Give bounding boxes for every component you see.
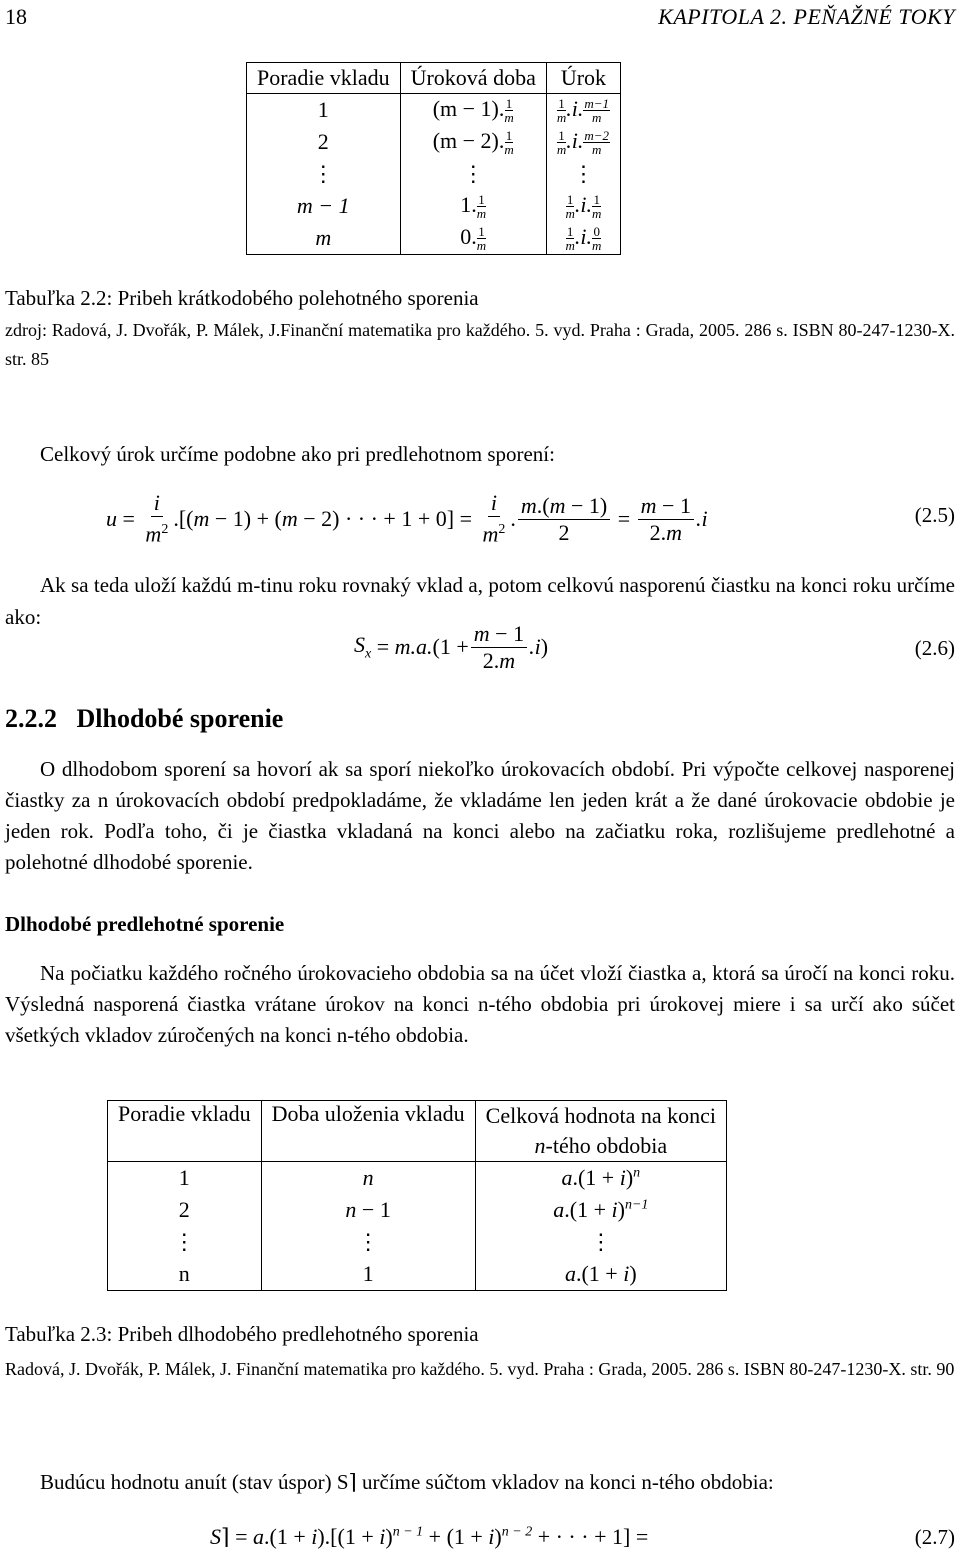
- paragraph: Na počiatku každého ročného úrokovacieho obdobia sa na účet vloží čiastka a, ktorá sa úročí na konci roku. Výsledná nasporená čiastka vrátane úrokov na konci n-tého obdobia pri úrokovej miere i sa určí ako súčet všetkých vkladov zúročených na konci n-tého obdobia.: [5, 961, 955, 1047]
- table-cell: ⋮: [475, 1226, 726, 1258]
- table-header-cell: Doba uloženia vkladu: [261, 1101, 475, 1162]
- table-cell: ⋮: [261, 1226, 475, 1258]
- table-cell: $\frac{1}{m}$ .i. $\frac{1}{m}$: [546, 190, 620, 222]
- table-header-cell: Poradie vkladu: [247, 63, 401, 94]
- paragraph: Budúcu hodnotu anuít (stav úspor) S⌉ určíme súčtom vkladov na konci n-tého obdobia:: [40, 1470, 774, 1494]
- table-row: [108, 1258, 727, 1291]
- table-cell: m − 1: [247, 190, 401, 222]
- table-short-term-savings: [246, 62, 621, 255]
- table-source: zdroj: Radová, J. Dvořák, P. Málek, J.Finanční matematika pro každého. 5. vyd. Praha : Grada, 2005. 286 s. ISBN 80-247-1230-X. str. 85: [5, 320, 955, 369]
- table-cell: (m − 1). $\frac{1}{m}$: [400, 94, 546, 127]
- table-row: [108, 1162, 727, 1195]
- equation-2-7: S⌉ = $a.(1 + i).[(1 + i)^{n - 1} + (1 + i)^{n - 2}$ + · · · + 1] =: [210, 1524, 649, 1549]
- table-cell: 1: [261, 1258, 475, 1291]
- table-row: [247, 222, 621, 255]
- equation-2-5: u = $\frac{i}{m^2}$ .[(m − 1) + (m − 2) · · · + 1 + 0] = $\frac{i}{m^2}$ . $\frac{m.(m - 1)}{2}$ = $\frac{m - 1}{2.m}$ .i: [106, 490, 708, 547]
- table-cell: m: [247, 222, 401, 255]
- table-header-cell: Poradie vkladu: [108, 1101, 262, 1162]
- table-cell: $a.(1 + i)^{n-1}$: [475, 1194, 726, 1226]
- equation-number: (2.5): [914, 503, 955, 527]
- table-row: [247, 158, 621, 190]
- table-header-row: [247, 63, 621, 94]
- table-header-row: [108, 1101, 727, 1162]
- table-caption: Tabuľka 2.2: Pribeh krátkodobého polehotného sporenia: [5, 286, 479, 310]
- table-cell: 1: [108, 1162, 262, 1195]
- paragraph: Ak sa teda uloží každú m-tinu roku rovnaký vklad a, potom celkovú nasporenú čiastku na konci roku určíme ako:: [5, 573, 955, 629]
- equation-number: (2.6): [914, 636, 955, 660]
- section-heading: 2.2.2 Dlhodobé sporenie: [5, 704, 284, 733]
- table-cell: ⋮: [108, 1226, 262, 1258]
- table-caption: Tabuľka 2.3: Pribeh dlhodobého predlehotného sporenia: [5, 1322, 479, 1346]
- table-row: [247, 126, 621, 158]
- table-cell: 2: [247, 126, 401, 158]
- table-cell: $\frac{1}{m}$ .i. $\frac{m-2}{m}$: [546, 126, 620, 158]
- table-cell: n − 1: [261, 1194, 475, 1226]
- table-cell: (m − 2). $\frac{1}{m}$: [400, 126, 546, 158]
- paragraph: Celkový úrok určíme podobne ako pri predlehotnom sporení:: [40, 442, 555, 466]
- table-cell: 1: [247, 94, 401, 127]
- table-cell: n: [108, 1258, 262, 1291]
- table-header-cell: Celková hodnota na konci n-tého obdobia: [475, 1101, 726, 1162]
- paragraph: O dlhodobom sporení sa hovorí ak sa sporí niekoľko úrokovacích období. Pri výpočte celkovej nasporenej čiastky za n úrokovacích období predpokladáme, že vkladáme len jeden krát a že dané úrokovacie obdobie je jeden rok. Podľa toho, či je čiastka vkladaná na konci alebo na začiatku roka, rozlišujeme predlehotné a polehotné dlhodobé sporenie.: [5, 757, 955, 874]
- running-header: KAPITOLA 2. PEŇAŽNÉ TOKY: [658, 4, 955, 29]
- table-cell: a.(1 + i): [475, 1258, 726, 1291]
- table-row: [108, 1194, 727, 1226]
- table-row: [247, 190, 621, 222]
- table-header-cell: Úrok: [546, 63, 620, 94]
- table-cell: 0. $\frac{1}{m}$: [400, 222, 546, 255]
- table-row: [108, 1226, 727, 1258]
- table-cell: 1. $\frac{1}{m}$: [400, 190, 546, 222]
- table-long-term-savings: [107, 1100, 727, 1291]
- page-number: 18: [5, 4, 27, 29]
- table-header-cell: Úroková doba: [400, 63, 546, 94]
- equation-number: (2.7): [914, 1525, 955, 1549]
- table-cell: $\frac{1}{m}$ .i. $\frac{0}{m}$: [546, 222, 620, 255]
- table-cell: ⋮: [546, 158, 620, 190]
- table-cell: ⋮: [400, 158, 546, 190]
- table-source: Radová, J. Dvořák, P. Málek, J. Finanční matematika pro každého. 5. vyd. Praha : Grada, 2005. 286 s. ISBN 80-247-1230-X. str. 90: [5, 1359, 955, 1379]
- table-cell: $\frac{1}{m}$ .i. $\frac{m-1}{m}$: [546, 94, 620, 127]
- equation-2-6: $S_x$ = m.a. (1 + $\frac{m - 1}{2.m}$ .i ): [354, 620, 549, 673]
- table-row: [247, 94, 621, 127]
- subsection-heading: Dlhodobé predlehotné sporenie: [5, 912, 285, 936]
- table-cell: ⋮: [247, 158, 401, 190]
- table-cell: $a.(1 + i)^n$: [475, 1162, 726, 1195]
- table-cell: 2: [108, 1194, 262, 1226]
- table-cell: n: [261, 1162, 475, 1195]
